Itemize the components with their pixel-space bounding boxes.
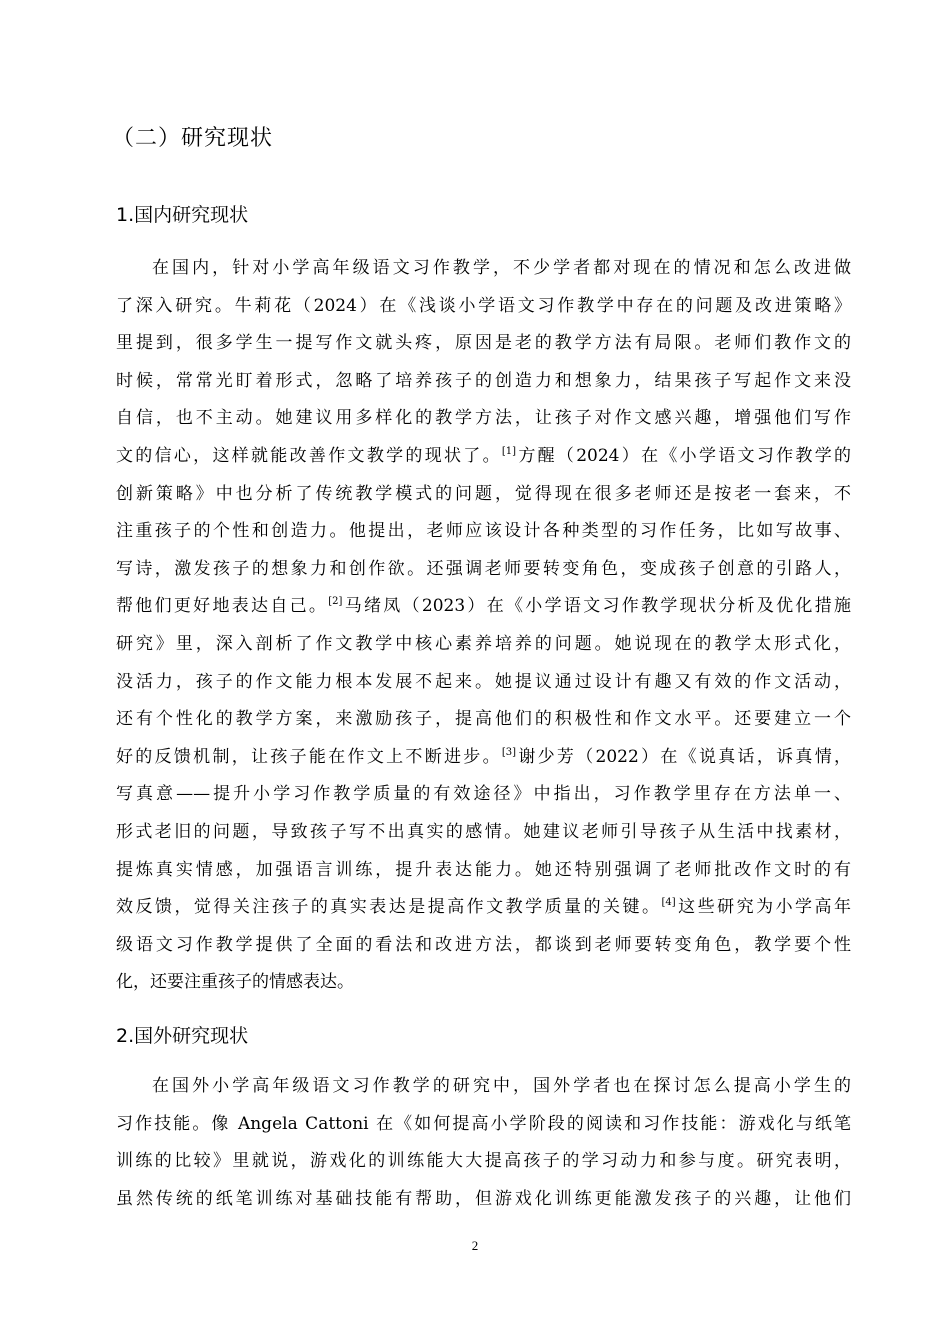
paragraph-line: [116, 814, 851, 852]
text-segment: 马绪凤（2023）在《小学语文习作教学现状分析及优化措施: [342, 596, 852, 617]
text-segment: 化，还要注重孩子的情感表达。: [116, 972, 354, 993]
text-segment: 时候，常常光盯着形式，忽略了培养孩子的创造力和想象力，结果孩子写起作文来没: [116, 370, 851, 391]
paragraph-line: [116, 400, 851, 438]
paragraph-line: [116, 438, 851, 476]
subsection-heading-foreign: 2.国外研究现状: [116, 1025, 249, 1047]
text-segment: 级语文习作教学提供了全面的看法和改进方法，都谈到老师要转变角色，教学要个性: [116, 934, 851, 955]
paragraph-domestic: [116, 250, 851, 1002]
paragraph-line: [116, 513, 851, 551]
paragraph-line: [116, 250, 851, 288]
citation-ref: [1]: [501, 445, 517, 457]
paragraph-line: [116, 551, 851, 589]
text-segment: 谢少芳（2022）在《说真话，诉真情，: [516, 746, 852, 767]
paragraph-line: [116, 1068, 851, 1106]
text-segment: 方醒（2024）在《小学语文习作教学的: [516, 445, 852, 466]
paragraph-line: [116, 363, 851, 401]
text-segment: 了深入研究。牛莉花（2024）在《浅谈小学语文习作教学中存在的问题及改进策略》: [116, 295, 851, 316]
paragraph-line: [116, 927, 851, 965]
text-segment: 创新策略》中也分析了传统教学模式的问题，觉得现在很多老师还是按老一套来，不: [116, 483, 851, 504]
text-segment: 还有个性化的教学方案，来激励孩子，提高他们的积极性和作文水平。还要建立一个: [116, 709, 851, 730]
text-segment: 文的信心，这样就能改善作文教学的现状了。: [116, 445, 502, 466]
text-segment: 在国外小学高年级语文习作教学的研究中，国外学者也在探讨怎么提高小学生的: [152, 1076, 851, 1096]
citation-ref: [3]: [501, 746, 517, 758]
text-segment: 好的反馈机制，让孩子能在作文上不断进步。: [116, 746, 502, 767]
paragraph-line: [116, 476, 851, 514]
text-segment: 注重孩子的个性和创造力。他提出，老师应该设计各种类型的习作任务，比如写故事、: [116, 521, 851, 542]
text-segment: 习作技能。像 Angela Cattoni 在《如何提高小学阶段的阅读和习作技能：游戏化与纸笔: [116, 1113, 851, 1134]
citation-ref: [4]: [661, 897, 676, 909]
paragraph-line: [116, 739, 851, 777]
text-segment: 里提到，很多学生一提写作文就头疼，原因是老的教学方法有局限。老师们教作文的: [116, 333, 851, 354]
text-segment: 研究》里，深入剖析了作文教学中核心素养培养的问题。她说现在的教学太形式化，: [116, 633, 851, 654]
text-segment: 这些研究为小学高年: [675, 897, 852, 918]
paragraph-line: [116, 588, 851, 626]
text-segment: 帮他们更好地表达自己。: [116, 596, 329, 617]
paragraph-line: [116, 288, 851, 326]
paragraph-line: [116, 664, 851, 702]
text-segment: 写诗，激发孩子的想象力和创作欲。还强调老师要转变角色，变成孩子创意的引路人，: [116, 558, 851, 579]
paragraph-line: [116, 1143, 851, 1181]
page-number: 2: [471, 1238, 479, 1253]
text-segment: 训练的比较》里就说，游戏化的训练能大大提高孩子的学习动力和参与度。研究表明，: [116, 1151, 851, 1172]
text-segment: 提炼真实情感，加强语言训练，提升表达能力。她还特别强调了老师批改作文时的有: [116, 859, 851, 880]
text-segment: 写真意——提升小学习作教学质量的有效途径》中指出，习作教学里存在方法单一、: [116, 784, 851, 805]
text-segment: 虽然传统的纸笔训练对基础技能有帮助，但游戏化训练更能激发孩子的兴趣，让他们: [116, 1188, 851, 1209]
citation-ref: [2]: [328, 596, 343, 608]
paragraph-line: [116, 852, 851, 890]
paragraph-line: [116, 889, 851, 927]
paragraph-line: [116, 325, 851, 363]
paragraph-line: [116, 701, 851, 739]
text-segment: 没活力，孩子的作文能力根本发展不起来。她提议通过设计有趣又有效的作文活动，: [116, 671, 851, 692]
paragraph-foreign: [116, 1068, 851, 1218]
paragraph-line: [116, 1181, 851, 1219]
paragraph-line: [116, 776, 851, 814]
text-segment: 自信，也不主动。她建议用多样化的教学方法，让孩子对作文感兴趣，增强他们写作: [116, 408, 851, 429]
paragraph-line: [116, 1106, 851, 1144]
subsection-heading-domestic: 1.国内研究现状: [116, 204, 249, 226]
text-segment: 效反馈，觉得关注孩子的真实表达是提高作文教学质量的关键。: [116, 897, 662, 918]
paragraph-line: [116, 964, 851, 1002]
text-segment: 形式老旧的问题，导致孩子写不出真实的感情。她建议老师引导孩子从生活中找素材，: [116, 821, 851, 842]
section-heading: （二）研究现状: [112, 126, 274, 151]
text-segment: 在国内，针对小学高年级语文习作教学，不少学者都对现在的情况和怎么改进做: [152, 258, 851, 278]
paragraph-line: [116, 626, 851, 664]
